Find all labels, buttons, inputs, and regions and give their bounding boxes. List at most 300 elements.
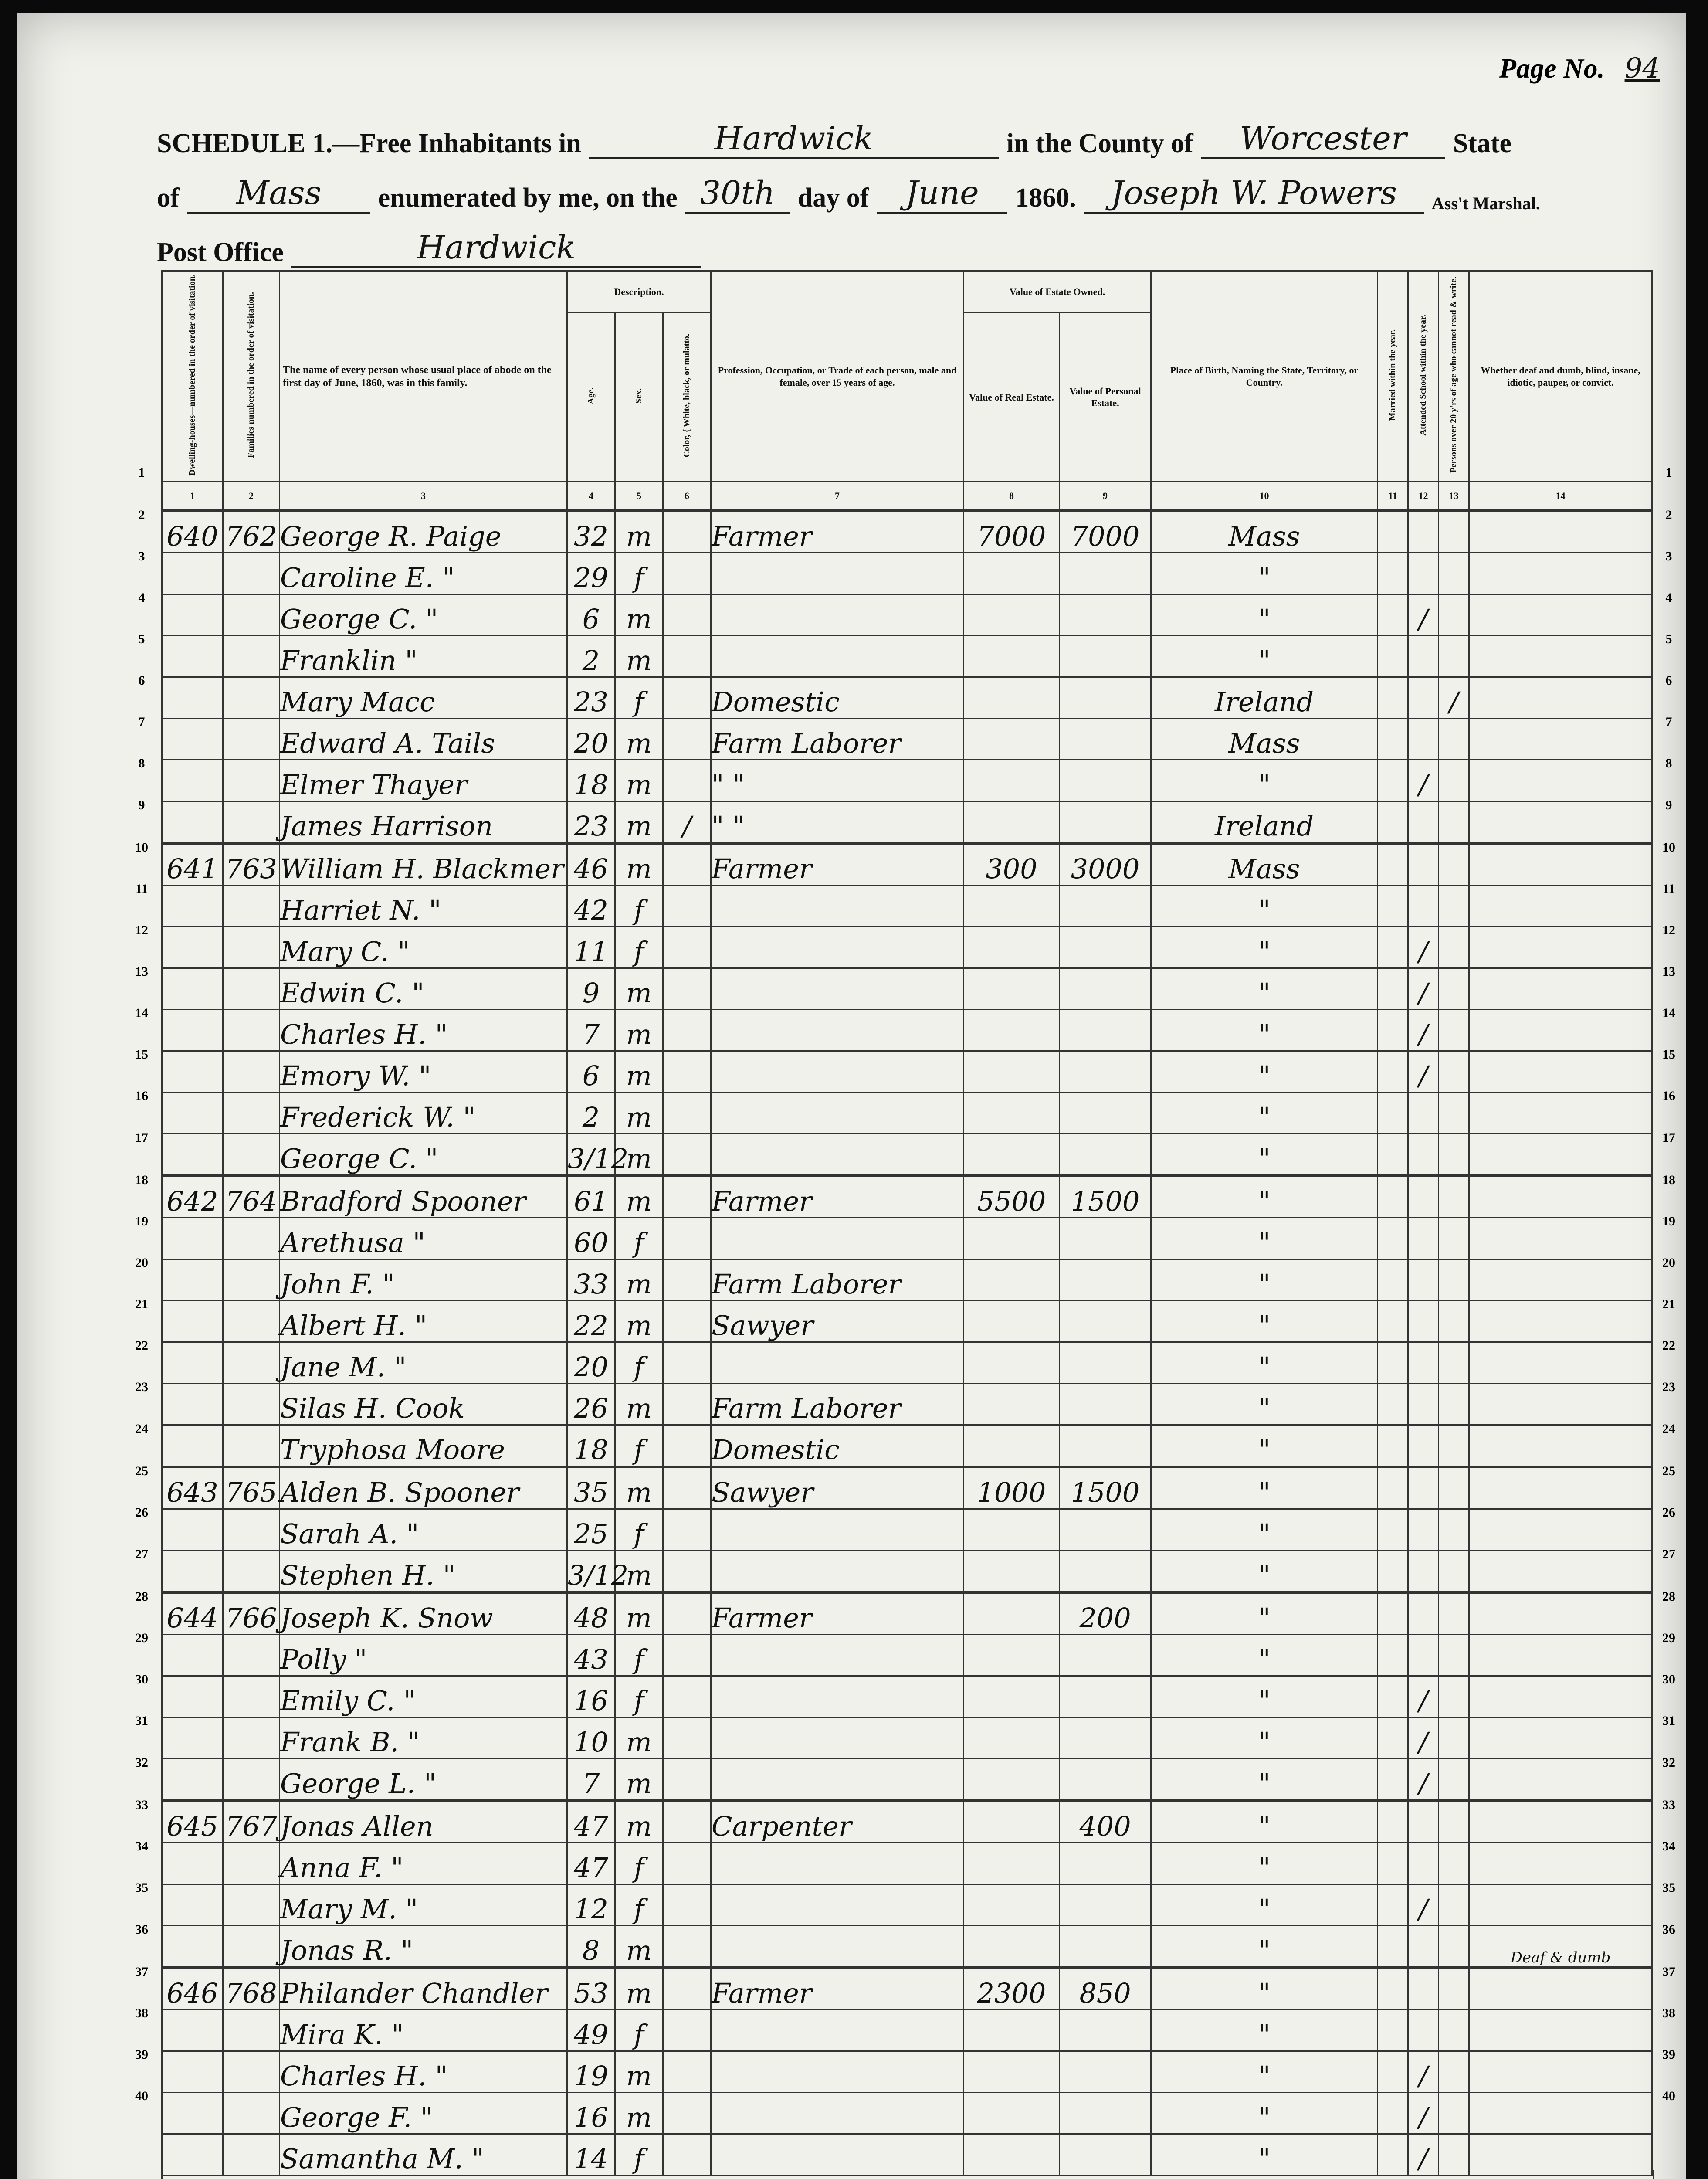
row-number: 30 <box>135 1672 148 1687</box>
table-row <box>162 677 1652 719</box>
illiterate-cell <box>1439 1676 1469 1717</box>
family-number <box>223 801 280 844</box>
family-number <box>223 1425 280 1467</box>
dwelling-number: 640 <box>162 511 223 553</box>
married-cell <box>1378 1342 1408 1384</box>
birthplace-cell: " <box>1151 1467 1378 1509</box>
color-cell <box>663 1301 711 1342</box>
table-row <box>162 553 1652 594</box>
married-cell <box>1378 1635 1408 1676</box>
deaf-cell <box>1469 2093 1652 2134</box>
school-cell <box>1408 886 1439 927</box>
birthplace-cell: " <box>1151 2134 1378 2176</box>
deaf-cell <box>1469 2134 1652 2176</box>
birthplace-cell: " <box>1151 1051 1378 1093</box>
dwelling-number <box>162 1010 223 1051</box>
table-row <box>162 1968 1652 2010</box>
person-name: Edwin C. " <box>280 968 567 1010</box>
person-name: Elmer Thayer <box>280 760 567 801</box>
deaf-cell <box>1469 2051 1652 2093</box>
table-row <box>162 801 1652 844</box>
family-number <box>223 1051 280 1093</box>
row-number: 32 <box>1662 1755 1675 1770</box>
school-cell <box>1408 1551 1439 1593</box>
school-cell <box>1408 1176 1439 1218</box>
personal-estate-cell: 7000 <box>1060 511 1151 553</box>
sex-cell: f <box>615 2134 663 2176</box>
real-estate-cell <box>964 1218 1060 1259</box>
deaf-cell <box>1469 1676 1652 1717</box>
row-number: 24 <box>135 1422 148 1436</box>
real-estate-cell <box>964 1425 1060 1467</box>
personal-estate-cell: 3000 <box>1060 843 1151 886</box>
row-number: 38 <box>1662 2006 1675 2020</box>
age-cell: 9 <box>567 968 615 1010</box>
table-row <box>162 511 1652 553</box>
row-number: 29 <box>1662 1630 1675 1645</box>
color-cell <box>663 719 711 760</box>
school-cell <box>1408 1342 1439 1384</box>
row-number: 21 <box>1662 1297 1675 1311</box>
illiterate-cell <box>1439 2051 1469 2093</box>
illiterate-cell <box>1439 1342 1469 1384</box>
personal-estate-cell <box>1060 1218 1151 1259</box>
illiterate-cell <box>1439 886 1469 927</box>
school-cell <box>1408 801 1439 844</box>
real-estate-cell <box>964 1342 1060 1384</box>
color-cell <box>663 1259 711 1301</box>
dwelling-number: 643 <box>162 1467 223 1509</box>
family-number <box>223 1884 280 1926</box>
illiterate-cell <box>1439 927 1469 968</box>
personal-estate-cell <box>1060 968 1151 1010</box>
birthplace-cell: " <box>1151 760 1378 801</box>
sex-cell: m <box>615 1301 663 1342</box>
dwelling-number <box>162 1134 223 1176</box>
illiterate-cell <box>1439 1717 1469 1759</box>
birthplace-cell: Ireland <box>1151 801 1378 844</box>
family-number <box>223 594 280 636</box>
state-label: State <box>1453 129 1511 158</box>
occupation-cell <box>711 927 964 968</box>
family-number: 765 <box>223 1467 280 1509</box>
family-number <box>223 1093 280 1134</box>
sex-cell: f <box>615 553 663 594</box>
personal-estate-cell <box>1060 1926 1151 1968</box>
row-number: 36 <box>135 1922 148 1937</box>
deaf-cell <box>1469 1551 1652 1593</box>
personal-estate-cell: 1500 <box>1060 1176 1151 1218</box>
row-number: 4 <box>138 590 145 605</box>
illiterate-cell <box>1439 1467 1469 1509</box>
deaf-cell <box>1469 843 1652 886</box>
column-number: 3 <box>280 482 567 511</box>
real-estate-cell <box>964 927 1060 968</box>
occupation-cell: Farmer <box>711 511 964 553</box>
table-row <box>162 1467 1652 1509</box>
real-estate-cell <box>964 1676 1060 1717</box>
married-cell <box>1378 1717 1408 1759</box>
married-cell <box>1378 1843 1408 1884</box>
occupation-cell: Domestic <box>711 1425 964 1467</box>
family-number <box>223 1635 280 1676</box>
person-name: Sarah A. " <box>280 1509 567 1551</box>
census-rows <box>162 511 1652 2176</box>
color-cell <box>663 1884 711 1926</box>
family-number <box>223 1843 280 1884</box>
real-estate-cell <box>964 719 1060 760</box>
personal-estate-cell <box>1060 1759 1151 1801</box>
occupation-cell <box>711 2010 964 2051</box>
table-row <box>162 1759 1652 1801</box>
personal-estate-cell <box>1060 1051 1151 1093</box>
deaf-cell <box>1469 1051 1652 1093</box>
table-row <box>162 1635 1652 1676</box>
schedule-header <box>157 105 1660 268</box>
row-number: 31 <box>1662 1713 1675 1728</box>
row-number: 22 <box>135 1338 148 1353</box>
sex-cell: f <box>615 677 663 719</box>
illiterate-cell <box>1439 1425 1469 1467</box>
col-age: Age. <box>567 312 615 482</box>
row-number: 40 <box>1662 2088 1675 2103</box>
birthplace-cell: " <box>1151 927 1378 968</box>
occupation-cell: Sawyer <box>711 1301 964 1342</box>
illiterate-cell <box>1439 968 1469 1010</box>
column-number: 7 <box>711 482 964 511</box>
personal-estate-cell <box>1060 1384 1151 1425</box>
deaf-cell <box>1469 886 1652 927</box>
color-cell <box>663 1218 711 1259</box>
occupation-cell <box>711 1134 964 1176</box>
school-cell <box>1408 1592 1439 1635</box>
birthplace-cell: " <box>1151 2051 1378 2093</box>
illiterate-cell <box>1439 1592 1469 1635</box>
sex-cell: m <box>615 511 663 553</box>
dwelling-number <box>162 1635 223 1676</box>
table-row <box>162 1134 1652 1176</box>
sex-cell: m <box>615 2051 663 2093</box>
occupation-cell: " " <box>711 801 964 844</box>
dwelling-number <box>162 1884 223 1926</box>
row-number: 11 <box>1662 881 1675 896</box>
birthplace-cell: " <box>1151 968 1378 1010</box>
col-personal-estate: Value of Personal Estate. <box>1060 312 1151 482</box>
dwelling-number <box>162 2051 223 2093</box>
school-cell: / <box>1408 760 1439 801</box>
color-cell <box>663 1843 711 1884</box>
age-cell: 61 <box>567 1176 615 1218</box>
row-number: 16 <box>135 1088 148 1103</box>
personal-estate-cell <box>1060 719 1151 760</box>
dwelling-number <box>162 886 223 927</box>
married-cell <box>1378 927 1408 968</box>
age-cell: 42 <box>567 886 615 927</box>
occupation-cell <box>711 1010 964 1051</box>
personal-estate-cell <box>1060 2093 1151 2134</box>
row-number: 16 <box>1662 1088 1675 1103</box>
deaf-cell <box>1469 1635 1652 1676</box>
row-number: 32 <box>135 1755 148 1770</box>
age-cell: 32 <box>567 511 615 553</box>
table-row <box>162 1425 1652 1467</box>
school-cell: / <box>1408 1051 1439 1093</box>
sex-cell: m <box>615 1968 663 2010</box>
sex-cell: m <box>615 719 663 760</box>
real-estate-cell <box>964 1259 1060 1301</box>
real-estate-cell <box>964 1093 1060 1134</box>
person-name: Jane M. " <box>280 1342 567 1384</box>
sex-cell: m <box>615 1717 663 1759</box>
birthplace-cell: " <box>1151 2093 1378 2134</box>
table-row <box>162 968 1652 1010</box>
column-number: 6 <box>663 482 711 511</box>
person-name: Harriet N. " <box>280 886 567 927</box>
dwelling-number <box>162 1717 223 1759</box>
illiterate-cell <box>1439 1176 1469 1218</box>
personal-estate-cell <box>1060 1551 1151 1593</box>
illiterate-cell <box>1439 843 1469 886</box>
occupation-cell: Farm Laborer <box>711 1384 964 1425</box>
row-number: 39 <box>1662 2047 1675 2062</box>
color-cell <box>663 886 711 927</box>
col-real-estate: Value of Real Estate. <box>964 312 1060 482</box>
real-estate-cell: 5500 <box>964 1176 1060 1218</box>
deaf-cell <box>1469 760 1652 801</box>
school-cell <box>1408 553 1439 594</box>
birthplace-cell: Mass <box>1151 719 1378 760</box>
person-name: Franklin " <box>280 636 567 677</box>
color-cell <box>663 1425 711 1467</box>
deaf-cell <box>1469 1134 1652 1176</box>
school-cell: / <box>1408 968 1439 1010</box>
occupation-cell <box>711 1676 964 1717</box>
personal-estate-cell: 1500 <box>1060 1467 1151 1509</box>
family-number <box>223 1259 280 1301</box>
illiterate-cell <box>1439 1551 1469 1593</box>
school-cell <box>1408 843 1439 886</box>
color-cell: / <box>663 801 711 844</box>
real-estate-cell <box>964 1759 1060 1801</box>
row-number: 26 <box>135 1505 148 1520</box>
school-cell: / <box>1408 2134 1439 2176</box>
family-number <box>223 1301 280 1342</box>
color-cell <box>663 1676 711 1717</box>
person-name: Bradford Spooner <box>280 1176 567 1218</box>
col-family: Families numbered in the order of visitation. <box>223 271 280 482</box>
birthplace-cell: " <box>1151 1176 1378 1218</box>
illiterate-cell <box>1439 553 1469 594</box>
color-cell <box>663 1759 711 1801</box>
row-number: 26 <box>1662 1505 1675 1520</box>
married-cell <box>1378 1176 1408 1218</box>
deaf-cell <box>1469 677 1652 719</box>
real-estate-cell <box>964 2051 1060 2093</box>
column-number: 14 <box>1469 482 1652 511</box>
married-cell <box>1378 1759 1408 1801</box>
family-number <box>223 1717 280 1759</box>
dwelling-number <box>162 1301 223 1342</box>
real-estate-cell <box>964 1134 1060 1176</box>
row-number: 15 <box>1662 1047 1675 1062</box>
married-cell <box>1378 1384 1408 1425</box>
table-row <box>162 2051 1652 2093</box>
personal-estate-cell <box>1060 553 1151 594</box>
married-cell <box>1378 801 1408 844</box>
col-description: Description. <box>567 271 711 313</box>
row-number: 36 <box>1662 1922 1675 1937</box>
person-name: George R. Paige <box>280 511 567 553</box>
sex-cell: m <box>615 1926 663 1968</box>
school-cell <box>1408 1425 1439 1467</box>
occupation-cell: Farmer <box>711 1592 964 1635</box>
married-cell <box>1378 1134 1408 1176</box>
person-name: Frank B. " <box>280 1717 567 1759</box>
row-number: 19 <box>1662 1214 1675 1229</box>
page-number-label: Page No. <box>1499 53 1605 84</box>
row-number: 1 <box>1665 465 1672 480</box>
personal-estate-cell <box>1060 677 1151 719</box>
color-cell <box>663 760 711 801</box>
deaf-cell <box>1469 927 1652 968</box>
married-cell <box>1378 1592 1408 1635</box>
occupation-cell <box>711 1717 964 1759</box>
color-cell <box>663 843 711 886</box>
birthplace-cell: Ireland <box>1151 677 1378 719</box>
school-cell: / <box>1408 1717 1439 1759</box>
row-number: 27 <box>135 1547 148 1561</box>
row-number: 18 <box>1662 1172 1675 1187</box>
column-number: 1 <box>162 482 223 511</box>
page-number <box>1499 52 1660 85</box>
real-estate-cell: 1000 <box>964 1467 1060 1509</box>
table-row <box>162 1342 1652 1384</box>
col-married: Married within the year. <box>1378 271 1408 482</box>
table-row <box>162 1176 1652 1218</box>
school-cell <box>1408 1635 1439 1676</box>
school-cell <box>1408 1926 1439 1968</box>
birthplace-cell: " <box>1151 594 1378 636</box>
family-number <box>223 886 280 927</box>
family-number <box>223 968 280 1010</box>
age-cell: 6 <box>567 1051 615 1093</box>
age-cell: 23 <box>567 801 615 844</box>
birthplace-cell: " <box>1151 1676 1378 1717</box>
married-cell <box>1378 2010 1408 2051</box>
birthplace-cell: Mass <box>1151 843 1378 886</box>
person-name: John F. " <box>280 1259 567 1301</box>
person-name: Arethusa " <box>280 1218 567 1259</box>
family-number <box>223 636 280 677</box>
deaf-cell <box>1469 1759 1652 1801</box>
real-estate-cell <box>964 1551 1060 1593</box>
deaf-cell <box>1469 1509 1652 1551</box>
married-cell <box>1378 2134 1408 2176</box>
table-row <box>162 2010 1652 2051</box>
family-number: 768 <box>223 1968 280 2010</box>
occupation-cell: Farmer <box>711 1968 964 2010</box>
school-cell: / <box>1408 1010 1439 1051</box>
age-cell: 18 <box>567 760 615 801</box>
birthplace-cell: " <box>1151 1926 1378 1968</box>
table-row <box>162 1592 1652 1635</box>
family-number <box>223 760 280 801</box>
family-number <box>223 1676 280 1717</box>
occupation-cell: Farm Laborer <box>711 719 964 760</box>
deaf-cell <box>1469 636 1652 677</box>
school-cell: / <box>1408 1676 1439 1717</box>
birthplace-cell: " <box>1151 2010 1378 2051</box>
column-number: 5 <box>615 482 663 511</box>
birthplace-cell: " <box>1151 1093 1378 1134</box>
dwelling-number <box>162 1926 223 1968</box>
town-value: Hardwick <box>589 120 999 159</box>
married-cell <box>1378 1218 1408 1259</box>
column-number: 2 <box>223 482 280 511</box>
deaf-cell <box>1469 1968 1652 2010</box>
married-cell <box>1378 1093 1408 1134</box>
color-cell <box>663 1551 711 1593</box>
occupation-cell <box>711 1342 964 1384</box>
person-name: George C. " <box>280 1134 567 1176</box>
table-row <box>162 594 1652 636</box>
real-estate-cell <box>964 636 1060 677</box>
real-estate-cell: 300 <box>964 843 1060 886</box>
school-cell <box>1408 1843 1439 1884</box>
illiterate-cell <box>1439 1051 1469 1093</box>
row-number: 29 <box>135 1630 148 1645</box>
family-number <box>223 927 280 968</box>
school-cell <box>1408 636 1439 677</box>
row-number: 23 <box>1662 1379 1675 1394</box>
color-cell <box>663 927 711 968</box>
dwelling-number: 641 <box>162 843 223 886</box>
family-number: 762 <box>223 511 280 553</box>
illiterate-cell <box>1439 1259 1469 1301</box>
age-cell: 25 <box>567 1509 615 1551</box>
table-row <box>162 1801 1652 1843</box>
deaf-cell: Deaf & dumb <box>1469 1926 1652 1968</box>
married-cell <box>1378 2093 1408 2134</box>
dwelling-number <box>162 1384 223 1425</box>
person-name: Jonas R. " <box>280 1926 567 1968</box>
row-number: 12 <box>1662 923 1675 937</box>
person-name: Mary C. " <box>280 927 567 968</box>
real-estate-cell <box>964 594 1060 636</box>
header-line-3 <box>157 214 1660 268</box>
row-number: 11 <box>135 881 148 896</box>
age-cell: 16 <box>567 2093 615 2134</box>
census-table <box>161 270 1653 2176</box>
birthplace-cell: " <box>1151 1384 1378 1425</box>
row-number: 27 <box>1662 1547 1675 1561</box>
personal-estate-cell <box>1060 801 1151 844</box>
sex-cell: m <box>615 968 663 1010</box>
family-number <box>223 1926 280 1968</box>
person-name: Polly " <box>280 1635 567 1676</box>
age-cell: 33 <box>567 1259 615 1301</box>
family-number <box>223 1384 280 1425</box>
dwelling-number <box>162 719 223 760</box>
color-cell <box>663 1926 711 1968</box>
person-name: Alden B. Spooner <box>280 1467 567 1509</box>
occupation-cell <box>711 1884 964 1926</box>
occupation-cell <box>711 886 964 927</box>
row-number: 18 <box>135 1172 148 1187</box>
sex-cell: f <box>615 1425 663 1467</box>
dwelling-number <box>162 1843 223 1884</box>
birthplace-cell: " <box>1151 1592 1378 1635</box>
